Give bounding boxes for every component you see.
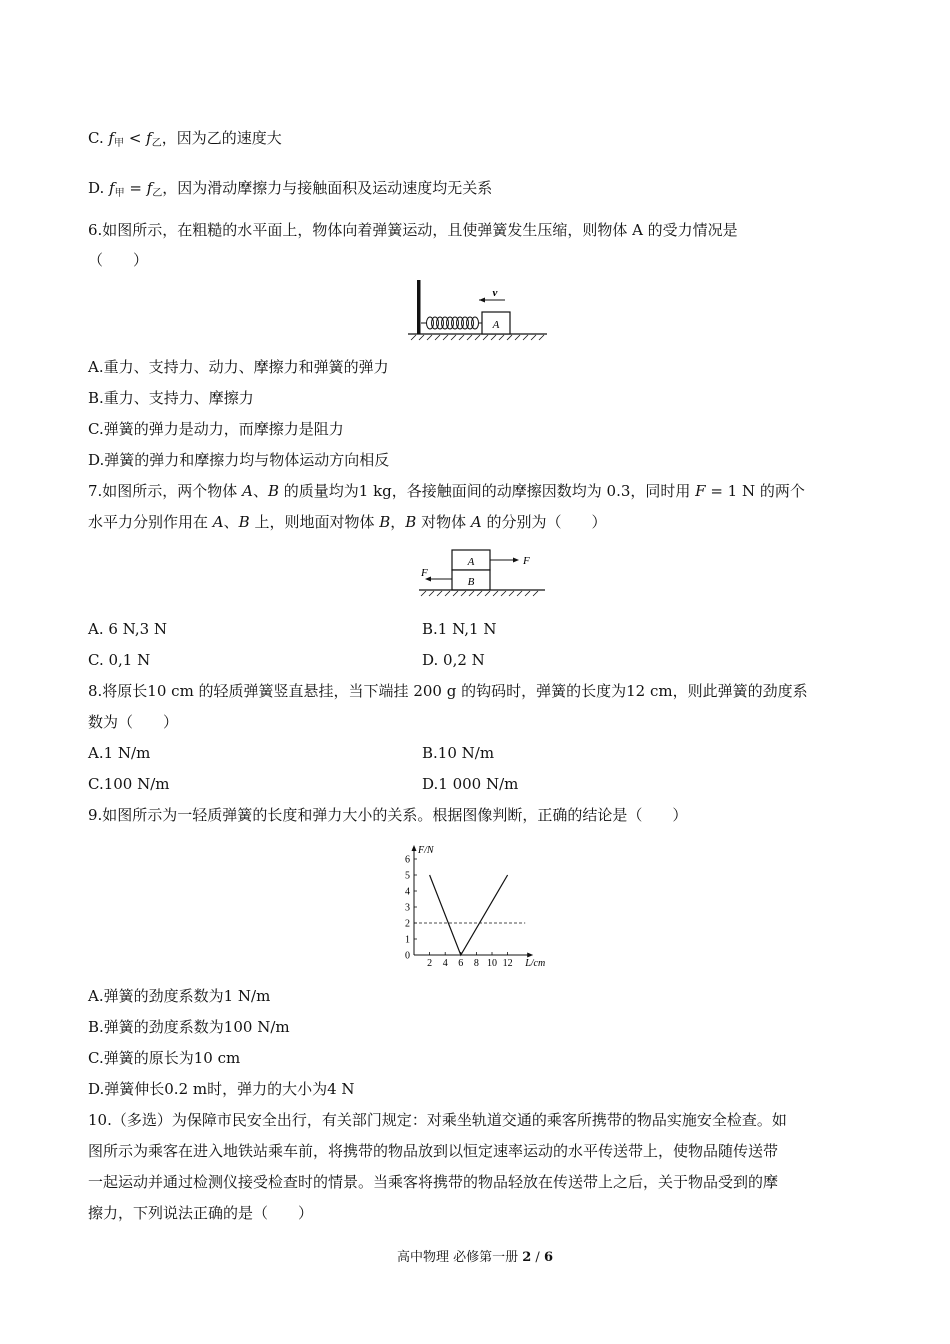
q6-option-b: B.重力、支持力、摩擦力 [88, 389, 254, 407]
y-tick-label: 5 [405, 870, 410, 882]
q7-stem-line1: 7.如图所示，两个物体 A、B 的质量均为1 kg，各接触面间的动摩擦因数均为 0.3，同时用 F = 1 N 的两个 [88, 482, 805, 500]
q9-option-a: A.弹簧的劲度系数为1 N/m [88, 987, 271, 1005]
x-axis-arrowhead [527, 953, 533, 958]
q6-answer-paren: （ ） [88, 251, 149, 269]
q6-spring-figure [405, 278, 550, 343]
x-tick-label: 6 [458, 958, 464, 969]
y-tick-label: 0 [405, 950, 410, 962]
y-tick-label: 4 [405, 886, 410, 898]
ground-hatching [421, 591, 538, 596]
q10-stem-line2: 图所示为乘客在进入地铁站乘车前，将携带的物品放到以恒定速率运动的水平传送带上，使物品随传送带 [88, 1142, 779, 1160]
x-tick-label: 4 [442, 958, 448, 969]
velocity-label: v [492, 287, 498, 299]
y-axis-label: F/N [418, 845, 434, 856]
spring [421, 317, 482, 329]
q7-stem-line2: 水平力分别作用在 A、B 上，则地面对物体 B，B 对物体 A 的分别为（ ） [88, 513, 607, 531]
footer-text: 高中物理 必修第一册 [396, 1250, 523, 1265]
q6-stem: 6.如图所示，在粗糙的水平面上，物体向着弹簧运动，且使弹簧发生压缩，则物体 A 的受力情况是 [88, 221, 738, 239]
q8-option-c: C.100 N/m [88, 775, 170, 793]
y-tick-label: 6 [405, 854, 410, 866]
q5-option-c: C. $f_甲 < f_乙$，因为乙的速度大 [88, 129, 282, 149]
q8-option-a: A.1 N/m [88, 744, 151, 762]
y-tick-label: 1 [405, 934, 410, 946]
q7-option-d: D. 0,2 N [422, 651, 485, 669]
block-a-label: A [467, 556, 475, 568]
q10-stem-line1: 10.（多选）为保障市民安全出行，有关部门规定：对乘坐轨道交通的乘客所携带的物品实施安全检查。如 [88, 1111, 787, 1129]
q7-option-b: B.1 N,1 N [422, 620, 497, 638]
force-label-left: F [421, 567, 428, 579]
q9-option-d: D.弹簧伸长0.2 m时，弹力的大小为4 N [88, 1080, 355, 1098]
q8-stem-line1: 8.将原长10 cm 的轻质弹簧竖直悬挂，当下端挂 200 g 的钩码时，弹簧的长度为12 cm，则此弹簧的劲度系 [88, 682, 808, 700]
q6-option-a: A.重力、支持力、动力、摩擦力和弹簧的弹力 [88, 358, 389, 376]
q10-stem-line3: 一起运动并通过检测仪接受检查时的情景。当乘客将携带的物品轻放在传送带上之后，关于物品受到的摩 [88, 1173, 779, 1191]
force-label-right: F [523, 555, 530, 567]
force-arrowhead-right [513, 558, 519, 563]
ground-hatching [411, 335, 544, 340]
series-line [430, 875, 508, 955]
y-tick-label: 2 [405, 918, 410, 930]
x-axis-label: L/cm [525, 958, 546, 969]
q10-stem-line4: 擦力，下列说法正确的是（ ） [88, 1204, 314, 1222]
q6-option-c: C.弹簧的弹力是动力，而摩擦力是阻力 [88, 420, 344, 438]
page-footer: 高中物理 必修第一册 2 / 6 [396, 1250, 553, 1265]
x-tick-label: 8 [473, 958, 479, 969]
y-axis-arrowhead [412, 845, 417, 851]
block-a-label: A [492, 319, 500, 331]
q9-option-b: B.弹簧的劲度系数为100 N/m [88, 1018, 290, 1036]
q9-chart [393, 838, 563, 973]
x-tick-label: 2 [427, 958, 433, 969]
q5-option-d: D. $f_甲 = f_乙$，因为滑动摩擦力与接触面积及运动速度均无关系 [88, 179, 493, 199]
page-total: 6 [543, 1250, 553, 1265]
x-tick-label: 10 [487, 958, 497, 969]
page-number: 2 [522, 1250, 532, 1265]
q9-option-c: C.弹簧的原长为10 cm [88, 1049, 241, 1067]
wall [417, 280, 421, 334]
q8-stem-line2: 数为（ ） [88, 713, 179, 731]
q8-option-b: B.10 N/m [422, 744, 495, 762]
q6-option-d: D.弹簧的弹力和摩擦力均与物体运动方向相反 [88, 451, 390, 469]
q7-option-a: A. 6 N,3 N [88, 620, 168, 638]
block-b-label: B [467, 576, 475, 588]
q7-blocks-figure [415, 545, 550, 603]
velocity-arrowhead [479, 298, 485, 303]
y-tick-label: 3 [405, 902, 410, 914]
q8-option-d: D.1 000 N/m [422, 775, 519, 793]
q7-option-c: C. 0,1 N [88, 651, 151, 669]
x-tick-label: 12 [502, 958, 513, 969]
q9-stem: 9.如图所示为一轻质弹簧的长度和弹力大小的关系。根据图像判断，正确的结论是（ ） [88, 806, 688, 824]
